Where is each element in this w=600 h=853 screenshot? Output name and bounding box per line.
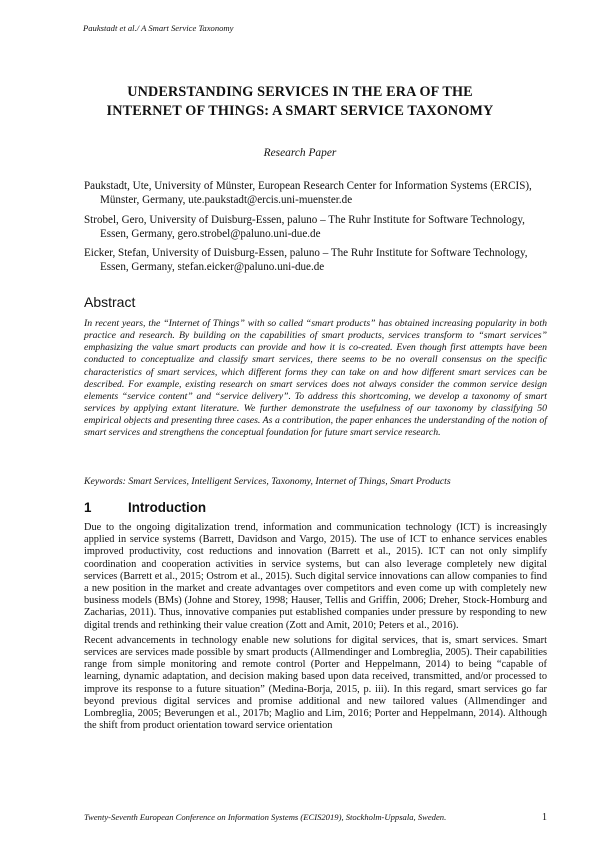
section-title: Introduction <box>128 500 207 515</box>
body-paragraph: Due to the ongoing digitalization trend, information and communication technology (ICT) is increasingly applied in service systems (Barrett, Davidson and Vargo, 2015). The use of ICT to enhance services enables improved productivity, cost reductions and innovation (Barrett et al., 2015). ICT can not only simplify coordination and cooperation activities in service systems, but can also leverage completely new digital services (Barrett et al., 2015; Ostrom et al., 2015). Such digital service innovations can allow companies to find a new position in the market and create advantages over competitors and even come up with completely new business models (BMs) (Johne and Storey, 1998; Hauser, Tellis and Griffin, 2006; Dreher, Stock-Homburg and Zacharias, 2011). Thus, innovative companies put established companies under pressure by responding to new digital trends and rethinking their value creation (Zott and Amit, 2010; Peters et al., 2016). <box>84 522 547 631</box>
paper-title-line-2: INTERNET OF THINGS: A SMART SERVICE TAXONOMY <box>106 103 494 119</box>
page-number: 1 <box>542 812 547 823</box>
author-entry: Paukstadt, Ute, University of Münster, European Research Center for Information Systems (ERCIS), Münster, Germany, ute.paukstadt@ercis.uni-muenster.de <box>84 180 532 207</box>
abstract-text: In recent years, the “Internet of Things” with so called “smart products” has obtained increasing popularity in both practice and research. By building on the capabilities of smart products, services transform to “smart services” emphasizing the value smart products can provide and how it is co-created. Even though first attempts have been conducted to conceptualize and classify smart services, there seems to be no overall consensus on the specific characteristics of smart services, which different forms they can take on and how different smart services can be described. For example, existing research on smart services does not always consider the common service design elements “service content” and “service delivery”. To address this shortcoming, we develop a taxonomy of smart services by applying extant literature. We further demonstrate the usefulness of our taxonomy by classifying 50 empirical objects and presenting three cases. As a contribution, the paper enhances the understanding of the notion of smart services and strengthens the conceptual foundation for future smart service research. <box>84 318 547 439</box>
introduction-body <box>84 522 547 735</box>
author-entry: Strobel, Gero, University of Duisburg-Essen, paluno – The Ruhr Institute for Software Technology, Essen, Germany, gero.strobel@paluno.uni-due.de <box>84 213 525 240</box>
section-heading-introduction <box>84 500 206 515</box>
running-header: Paukstadt et al./ A Smart Service Taxonomy <box>83 23 234 33</box>
author-entry: Eicker, Stefan, University of Duisburg-Essen, paluno – The Ruhr Institute for Software Technology, Essen, Germany, stefan.eicker@paluno.uni-due.de <box>84 247 528 274</box>
conference-footer: Twenty-Seventh European Conference on Information Systems (ECIS2019), Stockholm-Uppsala, Sweden. <box>84 812 447 822</box>
section-number: 1 <box>84 500 92 515</box>
keywords: Keywords: Smart Services, Intelligent Services, Taxonomy, Internet of Things, Smart Products <box>84 476 451 487</box>
paper-title-line-1: UNDERSTANDING SERVICES IN THE ERA OF THE <box>127 84 473 100</box>
abstract-heading: Abstract <box>84 294 136 310</box>
author-list <box>84 179 534 280</box>
paper-title <box>60 83 540 121</box>
paper-type: Research Paper <box>263 147 337 159</box>
body-paragraph: Recent advancements in technology enable new solutions for digital services, that is, smart services. Smart services are services made possible by smart products (Allmendinger and Lombreglia, 2005). Their capabilities range from simple monitoring and remote control (Porter and Heppelmann, 2014) to being “capable of learning, dynamic adaptation, and decision making based upon data received, transmitted, and/or processed to improve its response to a future situation” (Medina-Borja, 2015, p. iii). In this regard, smart services go far beyond previous digital services and promise additional and new tailored values (Allmendinger and Lombreglia, 2005; Beverungen et al., 2017b; Maglio and Lim, 2016; Porter and Heppelmann, 2014). Although the shift from product orientation toward service orientation <box>84 634 547 732</box>
page-footer <box>84 812 547 822</box>
